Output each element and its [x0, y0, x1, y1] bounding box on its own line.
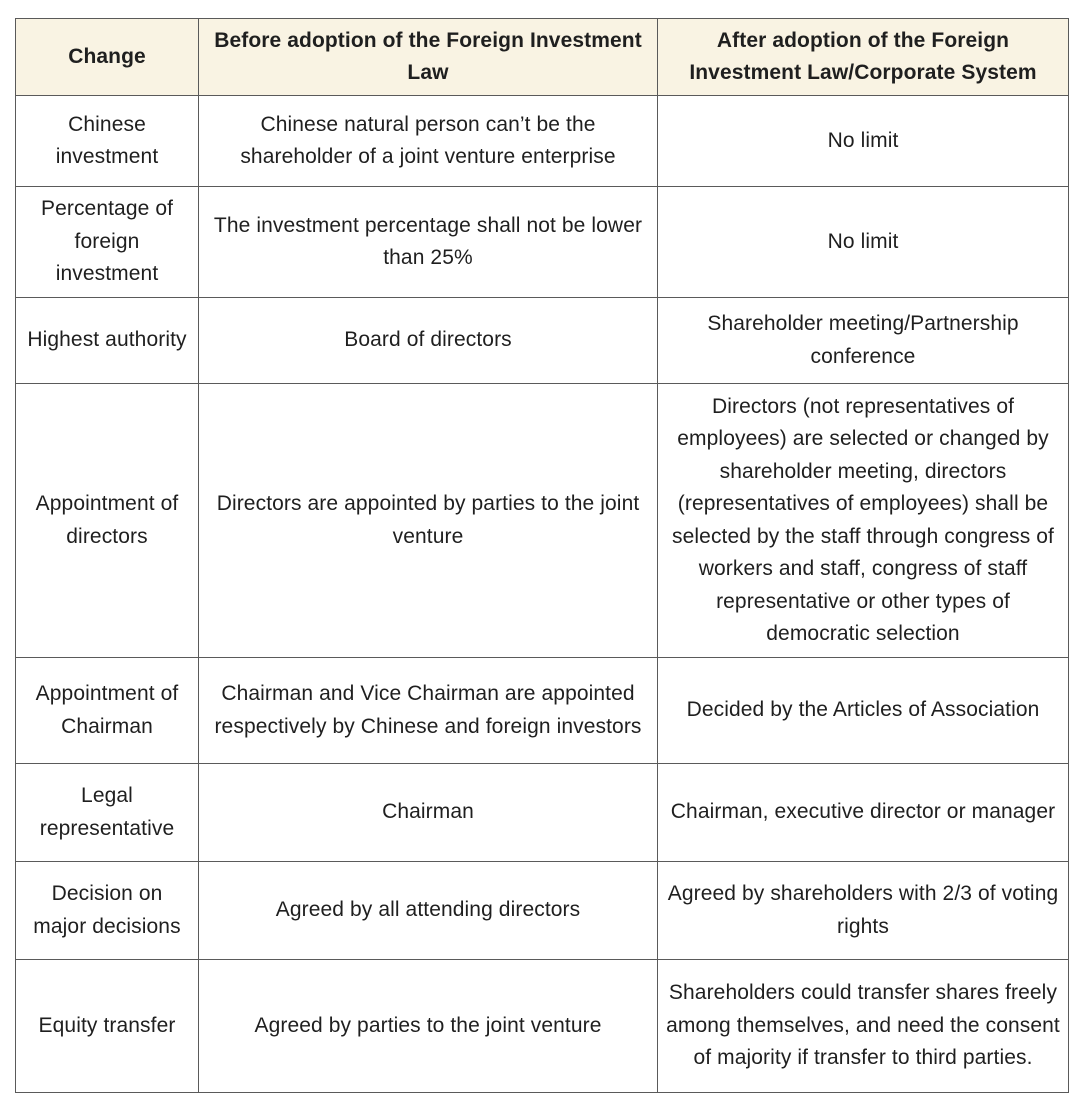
- cell-before: Agreed by all attending directors: [199, 862, 658, 960]
- table-row: [16, 187, 1069, 298]
- cell-before: The investment percentage shall not be lower than 25%: [199, 187, 658, 298]
- cell-change: Highest authority: [16, 298, 199, 384]
- cell-before: Directors are appointed by parties to the joint venture: [199, 384, 658, 658]
- table-row: [16, 960, 1069, 1093]
- cell-change: Equity transfer: [16, 960, 199, 1093]
- header-row: [16, 19, 1069, 96]
- header-before: Before adoption of the Foreign Investment Law: [199, 19, 658, 96]
- cell-after: Chairman, executive director or manager: [658, 764, 1069, 862]
- table-body: [16, 96, 1069, 1093]
- cell-after: Agreed by shareholders with 2/3 of voting rights: [658, 862, 1069, 960]
- table-header: [16, 19, 1069, 96]
- cell-before: Chairman: [199, 764, 658, 862]
- cell-before: Board of directors: [199, 298, 658, 384]
- cell-after: No limit: [658, 187, 1069, 298]
- cell-change: Percentage of foreign investment: [16, 187, 199, 298]
- cell-before: Agreed by parties to the joint venture: [199, 960, 658, 1093]
- cell-after: No limit: [658, 96, 1069, 187]
- cell-change: Appointment of directors: [16, 384, 199, 658]
- table-row: [16, 384, 1069, 658]
- comparison-table: [15, 18, 1069, 1093]
- header-after: After adoption of the Foreign Investment Law/Corporate System: [658, 19, 1069, 96]
- table-row: [16, 96, 1069, 187]
- cell-after: Decided by the Articles of Association: [658, 658, 1069, 764]
- table-row: [16, 862, 1069, 960]
- cell-after: Directors (not representatives of employees) are selected or changed by shareholder meeting, directors (representatives of employees) shall be selected by the staff through congress of workers and staff, congress of staff representative or other types of democratic selection: [658, 384, 1069, 658]
- cell-change: Appointment of Chairman: [16, 658, 199, 764]
- cell-change: Decision on major decisions: [16, 862, 199, 960]
- table-row: [16, 658, 1069, 764]
- cell-before: Chairman and Vice Chairman are appointed respectively by Chinese and foreign investors: [199, 658, 658, 764]
- cell-change: Chinese investment: [16, 96, 199, 187]
- table-row: [16, 298, 1069, 384]
- cell-after: Shareholders could transfer shares freely among themselves, and need the consent of majority if transfer to third parties.: [658, 960, 1069, 1093]
- table-row: [16, 764, 1069, 862]
- cell-before: Chinese natural person can’t be the shareholder of a joint venture enterprise: [199, 96, 658, 187]
- header-change: Change: [16, 19, 199, 96]
- cell-after: Shareholder meeting/Partnership conference: [658, 298, 1069, 384]
- cell-change: Legal representative: [16, 764, 199, 862]
- comparison-table-container: [15, 18, 1068, 1093]
